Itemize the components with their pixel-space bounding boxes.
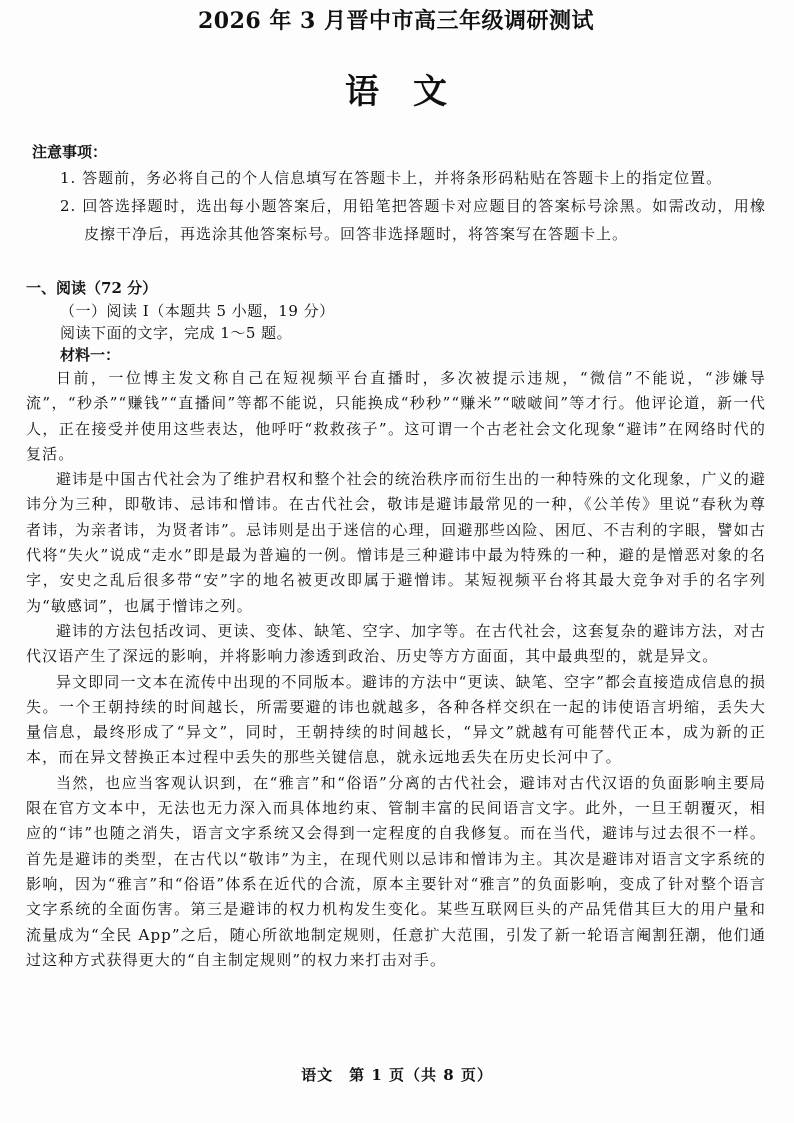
passage-paragraph: 避讳的方法包括改词、更读、变体、缺笔、空字、加字等。在古代社会，这套复杂的避讳方法，对古代汉语产生了深远的影响，并将影响力渗透到政治、历史等方方面面，其中最典型的，就是异文。 [26, 621, 766, 666]
note-item: 2. 回答选择题时，选出每小题答案后，用铅笔把答题卡对应题目的答案标号涂黑。如需改动，用橡皮擦干净后，再选涂其他答案标号。回答非选择题时，将答案写在答题卡上。 [60, 197, 766, 243]
material-heading: 材料一： [60, 346, 121, 364]
notes-heading: 注意事项： [32, 143, 108, 161]
passage-paragraph: 避讳是中国古代社会为了维护君权和整个社会的统治秩序而衍生出的一种特殊的文化现象，广义的避讳分为三种，即敬讳、忌讳和憎讳。在古代社会，敬讳是避讳最常见的一种，《公羊传》里说“春秋为尊者讳，为亲者讳，为贤者讳”。忌讳则是出于迷信的心理，回避那些凶险、困厄、不吉利的字眼，譬如古代将“失火”说成“走水”即是最为普遍的一例。憎讳是三种避讳中最为特殊的一种，避的是憎恶对象的名字，安史之乱后很多带“安”字的地名被更改即属于避憎讳。某短视频平台将其最大竞争对手的名字列为“敏感词”，也属于憎讳之列。 [26, 470, 766, 615]
reading-instruction: 阅读下面的文字，完成 1～5 题。 [60, 324, 293, 342]
subsection-heading: （一）阅读 Ⅰ（本题共 5 小题，19 分） [60, 302, 335, 320]
passage-paragraph: 异文即同一文本在流传中出现的不同版本。避讳的方法中“更读、缺笔、空字”都会直接造成信息的损失。一个王朝持续的时间越长，所需要避的讳也就越多，各种各样交织在一起的讳使语言坍缩，丢失大量信息，最终形成了“异文”，同时，王朝持续的时间越长，“异文”就越有可能替代正本，成为新的正本，而在异文替换正本过程中丢失的那些关键信息，就永远地丢失在历史长河中了。 [26, 672, 766, 767]
subject-title: 语文 [345, 72, 481, 112]
section-heading: 一、阅读（72 分） [26, 279, 158, 297]
note-item: 1. 答题前，务必将自己的个人信息填写在答题卡上，并将条形码粘贴在答题卡上的指定位置。 [60, 169, 723, 187]
exam-title: 2026 年 3 月晋中市高三年级调研测试 [197, 8, 595, 34]
passage-paragraph: 日前，一位博主发文称自己在短视频平台直播时，多次被提示违规，“微信”不能说，“涉嫌导流”，“秒杀”“赚钱”“直播间”等都不能说，只能换成“秒秒”“赚米”“啵啵间”等才行。他评论道，新一代人，正在接受并使用这些表达，他呼吁“救救孩子”。这可谓一个古老社会文化现象“避讳”在网络时代的复活。 [26, 369, 766, 463]
page-footer: 语文 第 1 页（共 8 页） [301, 1066, 493, 1084]
passage-paragraph: 当然，也应当客观认识到，在“雅言”和“俗语”分离的古代社会，避讳对古代汉语的负面影响主要局限在官方文本中，无法也无力深入而具体地约束、管制丰富的民间语言文字。此外，一旦王朝覆灭，相应的“讳”也随之消失，语言文字系统又会得到一定程度的自我修复。而在当代，避讳与过去很不一样。首先是避讳的类型，在古代以“敬讳”为主，在现代则以忌讳和憎讳为主。其次是避讳对语言文字系统的影响，因为“雅言”和“俗语”体系在近代的合流，原本主要针对“雅言”的负面影响，变成了针对整个语言文字系统的全面伤害。第三是避讳的权力机构发生变化。某些互联网巨头的产品凭借其巨大的用户量和流量成为“全民 App”之后，随心所欲地制定规则，任意扩大范围，引发了新一轮语言阉割狂潮，他们通过这种方式获得更大的“自主制定规则”的权力来打击对手。 [26, 773, 766, 969]
